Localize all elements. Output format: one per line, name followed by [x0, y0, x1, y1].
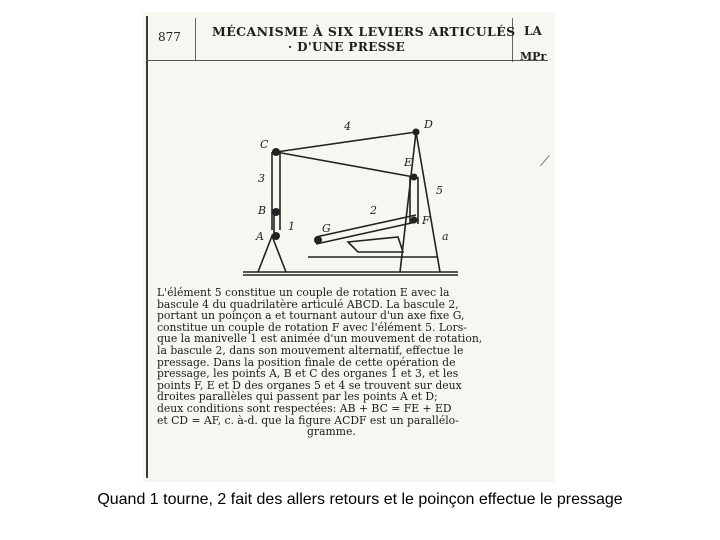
label-4: 4 — [344, 120, 351, 133]
text-line: la bascule 2, dans son mouvement alternatif, effectue le — [157, 343, 464, 357]
header-rule — [146, 60, 548, 61]
joint-b — [272, 208, 280, 216]
text-line: bascule 4 du quadrilatère articulé ABCD. La bascule 2, — [157, 297, 459, 311]
text-line: gramme. — [307, 425, 356, 439]
title-line-2: · D'UNE PRESSE — [288, 40, 406, 54]
joint-g — [314, 236, 322, 244]
label-1: 1 — [288, 220, 295, 233]
text-line: constitue un couple de rotation F avec l'élément 5. Lors- — [157, 320, 467, 334]
label-g: G — [322, 222, 331, 235]
text-line: portant un poinçon a et tournant autour d'un axe fixe G, — [157, 309, 465, 323]
joint-e — [411, 174, 418, 181]
joint-f — [411, 217, 418, 224]
link-ce — [276, 152, 414, 177]
text-line: points F, E et D des organes 5 et 4 se trouvent sur deux — [157, 378, 462, 392]
mechanism-diagram — [148, 112, 548, 282]
text-line: et CD = AF, c. à-d. que la figure ACDF est un parallélo- — [157, 413, 459, 427]
label-a: A — [256, 230, 264, 243]
title-line-1: MÉCANISME À SIX LEVIERS ARTICULÉS — [212, 24, 516, 39]
code-bottom: MPr — [520, 50, 547, 63]
label-3: 3 — [258, 172, 265, 185]
header-divider-left — [195, 18, 196, 60]
pillar-d — [400, 132, 440, 272]
joint-d — [413, 129, 420, 136]
label-e: E — [404, 156, 413, 169]
label-5: 5 — [436, 184, 443, 197]
page-number: 877 — [158, 30, 181, 44]
label-f: F — [422, 214, 430, 227]
label-alpha: a — [442, 230, 449, 243]
text-line: que la manivelle 1 est animée d'un mouvement de rotation, — [157, 332, 483, 346]
description-text — [157, 287, 529, 438]
press-block — [348, 237, 403, 252]
code-top: LA — [524, 24, 542, 38]
text-line: L'élément 5 constitue un couple de rotation E avec la — [157, 286, 450, 299]
text-line: droites parallèles qui passent par les points A et D; — [157, 390, 438, 404]
label-d: D — [424, 118, 433, 131]
label-2: 2 — [370, 204, 377, 217]
caption: Quand 1 tourne, 2 fait des allers retours et le poinçon effectue le pressage — [97, 491, 623, 508]
text-line: pressage. Dans la position finale de cette opération de — [157, 355, 456, 369]
text-line: pressage, les points A, B et C des organes 1 et 3, et les — [157, 367, 459, 381]
joint-a — [272, 232, 280, 240]
text-line: deux conditions sont respectées: AB + BC = FE + ED — [157, 401, 452, 415]
label-c: C — [260, 138, 269, 151]
label-b: B — [258, 204, 267, 217]
link-4 — [276, 132, 416, 152]
joint-c — [272, 148, 280, 156]
